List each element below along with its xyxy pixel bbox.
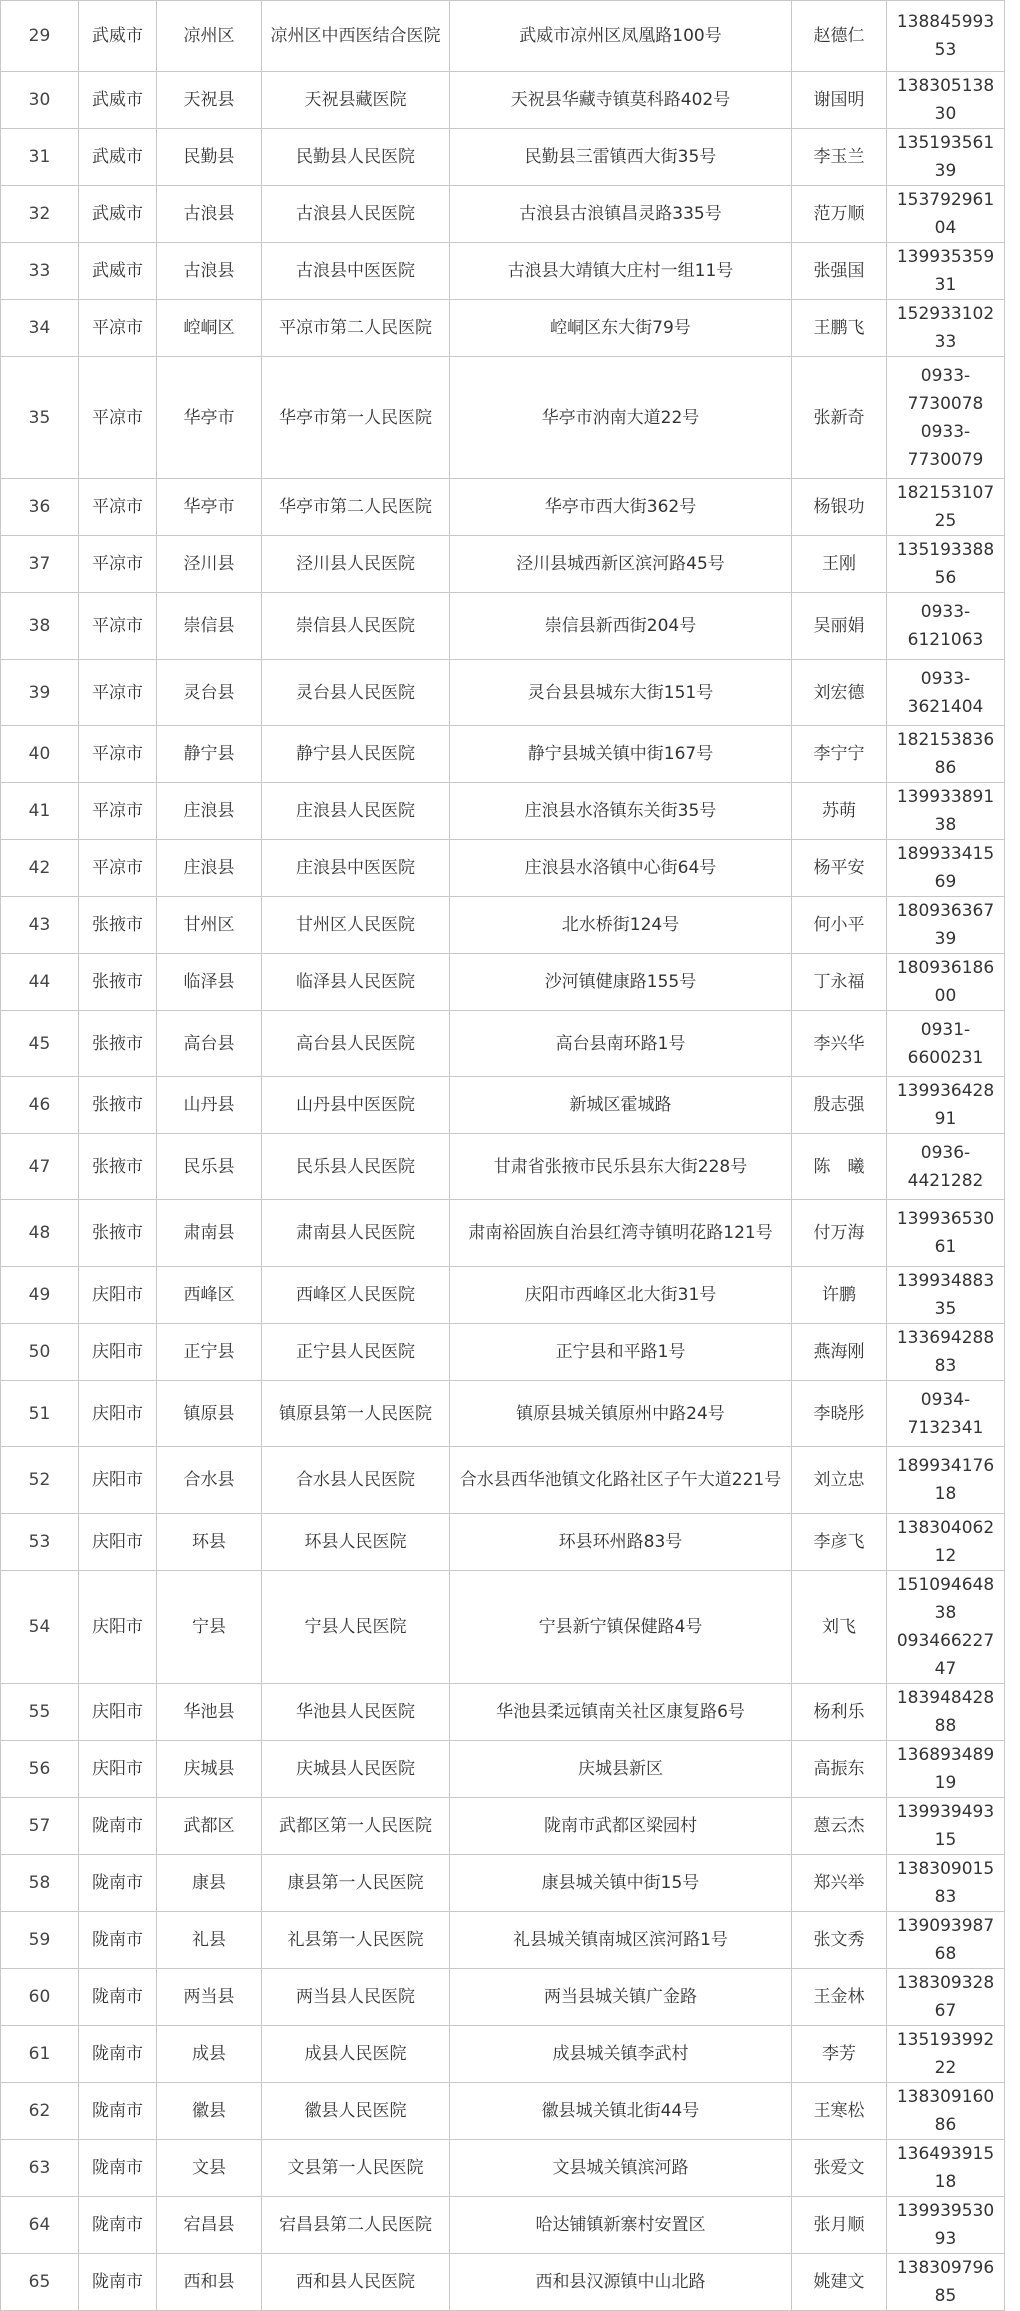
cell-hospital: 文县第一人民医院 bbox=[262, 2140, 450, 2197]
cell-contact: 何小平 bbox=[792, 897, 887, 954]
cell-contact: 张强国 bbox=[792, 243, 887, 300]
cell-no: 54 bbox=[1, 1571, 79, 1684]
table-row bbox=[1, 479, 1005, 536]
cell-city: 庆阳市 bbox=[79, 1267, 157, 1324]
table-row bbox=[1, 593, 1005, 660]
cell-county: 静宁县 bbox=[157, 726, 262, 783]
cell-phone: 0931- 6600231 bbox=[887, 1011, 1005, 1077]
cell-no: 44 bbox=[1, 954, 79, 1011]
cell-address: 陇南市武都区梁园村 bbox=[450, 1798, 792, 1855]
cell-city: 庆阳市 bbox=[79, 1571, 157, 1684]
cell-address: 泾川县城西新区滨河路45号 bbox=[450, 536, 792, 593]
cell-hospital: 凉州区中西医结合医院 bbox=[262, 1, 450, 72]
cell-address: 两当县城关镇广金路 bbox=[450, 1969, 792, 2026]
cell-no: 62 bbox=[1, 2083, 79, 2140]
cell-contact: 张爱文 bbox=[792, 2140, 887, 2197]
cell-city: 陇南市 bbox=[79, 1912, 157, 1969]
cell-no: 38 bbox=[1, 593, 79, 660]
cell-hospital: 临泽县人民医院 bbox=[262, 954, 450, 1011]
cell-county: 华池县 bbox=[157, 1684, 262, 1741]
cell-contact: 许鹏 bbox=[792, 1267, 887, 1324]
cell-no: 30 bbox=[1, 72, 79, 129]
cell-county: 环县 bbox=[157, 1514, 262, 1571]
cell-hospital: 华亭市第一人民医院 bbox=[262, 357, 450, 479]
cell-contact: 蒽云杰 bbox=[792, 1798, 887, 1855]
cell-address: 甘肃省张掖市民乐县东大街228号 bbox=[450, 1134, 792, 1200]
cell-contact: 张新奇 bbox=[792, 357, 887, 479]
cell-contact: 郑兴举 bbox=[792, 1855, 887, 1912]
cell-contact: 陈 曦 bbox=[792, 1134, 887, 1200]
table-row bbox=[1, 1011, 1005, 1077]
cell-hospital: 平凉市第二人民医院 bbox=[262, 300, 450, 357]
cell-no: 31 bbox=[1, 129, 79, 186]
cell-address: 哈达铺镇新寨村安置区 bbox=[450, 2197, 792, 2254]
cell-hospital: 民乐县人民医院 bbox=[262, 1134, 450, 1200]
cell-county: 凉州区 bbox=[157, 1, 262, 72]
cell-city: 武威市 bbox=[79, 243, 157, 300]
cell-county: 灵台县 bbox=[157, 660, 262, 726]
cell-hospital: 天祝县藏医院 bbox=[262, 72, 450, 129]
cell-city: 武威市 bbox=[79, 72, 157, 129]
cell-county: 徽县 bbox=[157, 2083, 262, 2140]
cell-address: 庆城县新区 bbox=[450, 1741, 792, 1798]
cell-address: 西和县汉源镇中山北路 bbox=[450, 2254, 792, 2311]
cell-county: 山丹县 bbox=[157, 1077, 262, 1134]
cell-county: 合水县 bbox=[157, 1447, 262, 1514]
table-row bbox=[1, 1134, 1005, 1200]
cell-city: 平凉市 bbox=[79, 726, 157, 783]
cell-phone: 0933- 7730078 0933- 7730079 bbox=[887, 357, 1005, 479]
cell-county: 古浪县 bbox=[157, 243, 262, 300]
cell-county: 正宁县 bbox=[157, 1324, 262, 1381]
cell-city: 庆阳市 bbox=[79, 1684, 157, 1741]
cell-contact: 付万海 bbox=[792, 1200, 887, 1267]
cell-no: 49 bbox=[1, 1267, 79, 1324]
cell-contact: 刘宏德 bbox=[792, 660, 887, 726]
cell-contact: 王鹏飞 bbox=[792, 300, 887, 357]
cell-address: 礼县城关镇南城区滨河路1号 bbox=[450, 1912, 792, 1969]
cell-contact: 刘立忠 bbox=[792, 1447, 887, 1514]
cell-phone: 13519356139 bbox=[887, 129, 1005, 186]
cell-address: 环县环州路83号 bbox=[450, 1514, 792, 1571]
cell-phone: 15379296104 bbox=[887, 186, 1005, 243]
cell-no: 29 bbox=[1, 1, 79, 72]
table-row bbox=[1, 1, 1005, 72]
cell-no: 35 bbox=[1, 357, 79, 479]
cell-no: 42 bbox=[1, 840, 79, 897]
cell-county: 庄浪县 bbox=[157, 783, 262, 840]
table-row bbox=[1, 897, 1005, 954]
table-row bbox=[1, 186, 1005, 243]
cell-hospital: 庄浪县人民医院 bbox=[262, 783, 450, 840]
cell-phone: 0936- 4421282 bbox=[887, 1134, 1005, 1200]
cell-hospital: 西峰区人民医院 bbox=[262, 1267, 450, 1324]
table-row bbox=[1, 2083, 1005, 2140]
table-row bbox=[1, 660, 1005, 726]
cell-phone: 13830406212 bbox=[887, 1514, 1005, 1571]
cell-address: 文县城关镇滨河路 bbox=[450, 2140, 792, 2197]
cell-no: 53 bbox=[1, 1514, 79, 1571]
cell-county: 古浪县 bbox=[157, 186, 262, 243]
cell-no: 40 bbox=[1, 726, 79, 783]
cell-address: 华亭市西大街362号 bbox=[450, 479, 792, 536]
table-row bbox=[1, 1381, 1005, 1447]
table-row bbox=[1, 243, 1005, 300]
cell-no: 47 bbox=[1, 1134, 79, 1200]
cell-phone: 18394842888 bbox=[887, 1684, 1005, 1741]
cell-no: 58 bbox=[1, 1855, 79, 1912]
cell-county: 西和县 bbox=[157, 2254, 262, 2311]
cell-county: 民乐县 bbox=[157, 1134, 262, 1200]
cell-no: 32 bbox=[1, 186, 79, 243]
cell-hospital: 合水县人民医院 bbox=[262, 1447, 450, 1514]
cell-no: 41 bbox=[1, 783, 79, 840]
cell-hospital: 民勤县人民医院 bbox=[262, 129, 450, 186]
cell-city: 庆阳市 bbox=[79, 1324, 157, 1381]
cell-address: 正宁县和平路1号 bbox=[450, 1324, 792, 1381]
cell-address: 古浪县古浪镇昌灵路335号 bbox=[450, 186, 792, 243]
cell-city: 陇南市 bbox=[79, 1798, 157, 1855]
cell-phone: 0933- 6121063 bbox=[887, 593, 1005, 660]
table-row bbox=[1, 2140, 1005, 2197]
table-row bbox=[1, 783, 1005, 840]
cell-hospital: 华亭市第二人民医院 bbox=[262, 479, 450, 536]
cell-no: 46 bbox=[1, 1077, 79, 1134]
cell-county: 两当县 bbox=[157, 1969, 262, 2026]
table-row bbox=[1, 1571, 1005, 1684]
cell-contact: 李晓彤 bbox=[792, 1381, 887, 1447]
cell-phone: 13993653061 bbox=[887, 1200, 1005, 1267]
cell-city: 平凉市 bbox=[79, 357, 157, 479]
table-row bbox=[1, 2197, 1005, 2254]
cell-address: 徽县城关镇北街44号 bbox=[450, 2083, 792, 2140]
cell-contact: 苏萌 bbox=[792, 783, 887, 840]
cell-no: 60 bbox=[1, 1969, 79, 2026]
cell-hospital: 环县人民医院 bbox=[262, 1514, 450, 1571]
cell-address: 灵台县县城东大街151号 bbox=[450, 660, 792, 726]
cell-city: 平凉市 bbox=[79, 536, 157, 593]
cell-phone: 18093636739 bbox=[887, 897, 1005, 954]
cell-hospital: 泾川县人民医院 bbox=[262, 536, 450, 593]
cell-contact: 谢国明 bbox=[792, 72, 887, 129]
cell-no: 50 bbox=[1, 1324, 79, 1381]
cell-address: 合水县西华池镇文化路社区子午大道221号 bbox=[450, 1447, 792, 1514]
table-row bbox=[1, 1077, 1005, 1134]
table-row bbox=[1, 2254, 1005, 2311]
cell-hospital: 正宁县人民医院 bbox=[262, 1324, 450, 1381]
cell-contact: 张月顺 bbox=[792, 2197, 887, 2254]
cell-no: 61 bbox=[1, 2026, 79, 2083]
cell-no: 36 bbox=[1, 479, 79, 536]
cell-no: 52 bbox=[1, 1447, 79, 1514]
cell-phone: 13830932867 bbox=[887, 1969, 1005, 2026]
cell-no: 43 bbox=[1, 897, 79, 954]
cell-city: 张掖市 bbox=[79, 1134, 157, 1200]
cell-hospital: 静宁县人民医院 bbox=[262, 726, 450, 783]
cell-city: 平凉市 bbox=[79, 660, 157, 726]
cell-city: 庆阳市 bbox=[79, 1447, 157, 1514]
table-row bbox=[1, 1741, 1005, 1798]
cell-county: 泾川县 bbox=[157, 536, 262, 593]
cell-contact: 张文秀 bbox=[792, 1912, 887, 1969]
cell-county: 天祝县 bbox=[157, 72, 262, 129]
cell-county: 临泽县 bbox=[157, 954, 262, 1011]
cell-city: 武威市 bbox=[79, 186, 157, 243]
table-row bbox=[1, 1514, 1005, 1571]
cell-address: 崆峒区东大街79号 bbox=[450, 300, 792, 357]
cell-no: 65 bbox=[1, 2254, 79, 2311]
cell-hospital: 徽县人民医院 bbox=[262, 2083, 450, 2140]
cell-address: 沙河镇健康路155号 bbox=[450, 954, 792, 1011]
cell-no: 59 bbox=[1, 1912, 79, 1969]
cell-city: 武威市 bbox=[79, 1, 157, 72]
cell-contact: 范万顺 bbox=[792, 186, 887, 243]
cell-county: 崆峒区 bbox=[157, 300, 262, 357]
cell-hospital: 礼县第一人民医院 bbox=[262, 1912, 450, 1969]
cell-address: 崇信县新西街204号 bbox=[450, 593, 792, 660]
table-row bbox=[1, 129, 1005, 186]
cell-hospital: 康县第一人民医院 bbox=[262, 1855, 450, 1912]
cell-county: 武都区 bbox=[157, 1798, 262, 1855]
cell-city: 平凉市 bbox=[79, 783, 157, 840]
cell-county: 礼县 bbox=[157, 1912, 262, 1969]
cell-county: 镇原县 bbox=[157, 1381, 262, 1447]
cell-address: 武威市凉州区凤凰路100号 bbox=[450, 1, 792, 72]
cell-phone: 18093618600 bbox=[887, 954, 1005, 1011]
cell-address: 民勤县三雷镇西大街35号 bbox=[450, 129, 792, 186]
table-row bbox=[1, 536, 1005, 593]
cell-phone: 13519338856 bbox=[887, 536, 1005, 593]
cell-city: 平凉市 bbox=[79, 593, 157, 660]
cell-county: 华亭市 bbox=[157, 479, 262, 536]
cell-county: 成县 bbox=[157, 2026, 262, 2083]
cell-address: 成县城关镇李武村 bbox=[450, 2026, 792, 2083]
cell-hospital: 山丹县中医医院 bbox=[262, 1077, 450, 1134]
cell-hospital: 宁县人民医院 bbox=[262, 1571, 450, 1684]
cell-city: 陇南市 bbox=[79, 2254, 157, 2311]
cell-address: 康县城关镇中街15号 bbox=[450, 1855, 792, 1912]
cell-contact: 丁永福 bbox=[792, 954, 887, 1011]
cell-contact: 李宁宁 bbox=[792, 726, 887, 783]
cell-no: 57 bbox=[1, 1798, 79, 1855]
cell-address: 华池县柔远镇南关社区康复路6号 bbox=[450, 1684, 792, 1741]
cell-phone: 13993642891 bbox=[887, 1077, 1005, 1134]
cell-contact: 李兴华 bbox=[792, 1011, 887, 1077]
cell-contact: 杨利乐 bbox=[792, 1684, 887, 1741]
cell-address: 庄浪县水洛镇东关街35号 bbox=[450, 783, 792, 840]
cell-county: 华亭市 bbox=[157, 357, 262, 479]
table-row bbox=[1, 726, 1005, 783]
cell-phone: 18993341569 bbox=[887, 840, 1005, 897]
cell-hospital: 灵台县人民医院 bbox=[262, 660, 450, 726]
cell-address: 古浪县大靖镇大庄村一组11号 bbox=[450, 243, 792, 300]
cell-phone: 13909398768 bbox=[887, 1912, 1005, 1969]
cell-hospital: 古浪县人民医院 bbox=[262, 186, 450, 243]
cell-phone: 13884599353 bbox=[887, 1, 1005, 72]
cell-hospital: 崇信县人民医院 bbox=[262, 593, 450, 660]
cell-city: 平凉市 bbox=[79, 300, 157, 357]
cell-county: 宕昌县 bbox=[157, 2197, 262, 2254]
table-body bbox=[1, 1, 1005, 2311]
cell-hospital: 成县人民医院 bbox=[262, 2026, 450, 2083]
cell-city: 张掖市 bbox=[79, 1011, 157, 1077]
cell-contact: 高振东 bbox=[792, 1741, 887, 1798]
cell-city: 陇南市 bbox=[79, 1855, 157, 1912]
table-row bbox=[1, 1324, 1005, 1381]
cell-county: 崇信县 bbox=[157, 593, 262, 660]
cell-city: 平凉市 bbox=[79, 479, 157, 536]
cell-no: 51 bbox=[1, 1381, 79, 1447]
cell-county: 宁县 bbox=[157, 1571, 262, 1684]
cell-county: 高台县 bbox=[157, 1011, 262, 1077]
cell-contact: 李玉兰 bbox=[792, 129, 887, 186]
cell-phone: 18215383686 bbox=[887, 726, 1005, 783]
cell-phone: 13649391518 bbox=[887, 2140, 1005, 2197]
cell-address: 北水桥街124号 bbox=[450, 897, 792, 954]
cell-contact: 王刚 bbox=[792, 536, 887, 593]
cell-city: 庆阳市 bbox=[79, 1741, 157, 1798]
table-row bbox=[1, 954, 1005, 1011]
cell-no: 34 bbox=[1, 300, 79, 357]
cell-phone: 13993488335 bbox=[887, 1267, 1005, 1324]
cell-address: 高台县南环路1号 bbox=[450, 1011, 792, 1077]
cell-county: 西峰区 bbox=[157, 1267, 262, 1324]
cell-hospital: 华池县人民医院 bbox=[262, 1684, 450, 1741]
cell-address: 镇原县城关镇原州中路24号 bbox=[450, 1381, 792, 1447]
cell-contact: 姚建文 bbox=[792, 2254, 887, 2311]
cell-city: 陇南市 bbox=[79, 2140, 157, 2197]
cell-hospital: 古浪县中医医院 bbox=[262, 243, 450, 300]
cell-city: 陇南市 bbox=[79, 2026, 157, 2083]
cell-phone: 13830901583 bbox=[887, 1855, 1005, 1912]
cell-hospital: 庄浪县中医医院 bbox=[262, 840, 450, 897]
cell-city: 张掖市 bbox=[79, 1077, 157, 1134]
table-row bbox=[1, 300, 1005, 357]
table-row bbox=[1, 1267, 1005, 1324]
cell-phone: 18215310725 bbox=[887, 479, 1005, 536]
cell-contact: 李彦飞 bbox=[792, 1514, 887, 1571]
cell-hospital: 西和县人民医院 bbox=[262, 2254, 450, 2311]
cell-hospital: 庆城县人民医院 bbox=[262, 1741, 450, 1798]
cell-city: 庆阳市 bbox=[79, 1381, 157, 1447]
cell-contact: 杨银功 bbox=[792, 479, 887, 536]
cell-phone: 15293310233 bbox=[887, 300, 1005, 357]
cell-city: 张掖市 bbox=[79, 1200, 157, 1267]
cell-phone: 13830916086 bbox=[887, 2083, 1005, 2140]
cell-city: 庆阳市 bbox=[79, 1514, 157, 1571]
cell-contact: 赵德仁 bbox=[792, 1, 887, 72]
cell-phone: 15109464838 09346622747 bbox=[887, 1571, 1005, 1684]
cell-hospital: 高台县人民医院 bbox=[262, 1011, 450, 1077]
cell-phone: 0933- 3621404 bbox=[887, 660, 1005, 726]
table-row bbox=[1, 1684, 1005, 1741]
cell-contact: 刘飞 bbox=[792, 1571, 887, 1684]
cell-no: 63 bbox=[1, 2140, 79, 2197]
cell-hospital: 宕昌县第二人民医院 bbox=[262, 2197, 450, 2254]
cell-no: 55 bbox=[1, 1684, 79, 1741]
cell-hospital: 两当县人民医院 bbox=[262, 1969, 450, 2026]
cell-city: 武威市 bbox=[79, 129, 157, 186]
cell-phone: 13369428883 bbox=[887, 1324, 1005, 1381]
cell-no: 64 bbox=[1, 2197, 79, 2254]
cell-city: 陇南市 bbox=[79, 1969, 157, 2026]
cell-address: 静宁县城关镇中街167号 bbox=[450, 726, 792, 783]
cell-county: 民勤县 bbox=[157, 129, 262, 186]
cell-county: 文县 bbox=[157, 2140, 262, 2197]
cell-phone: 13993389138 bbox=[887, 783, 1005, 840]
cell-city: 陇南市 bbox=[79, 2197, 157, 2254]
cell-contact: 王寒松 bbox=[792, 2083, 887, 2140]
table-row bbox=[1, 1447, 1005, 1514]
cell-contact: 殷志强 bbox=[792, 1077, 887, 1134]
cell-phone: 13519399222 bbox=[887, 2026, 1005, 2083]
cell-city: 张掖市 bbox=[79, 897, 157, 954]
table-row bbox=[1, 1912, 1005, 1969]
cell-hospital: 武都区第一人民医院 bbox=[262, 1798, 450, 1855]
cell-contact: 杨平安 bbox=[792, 840, 887, 897]
cell-city: 平凉市 bbox=[79, 840, 157, 897]
cell-no: 56 bbox=[1, 1741, 79, 1798]
cell-address: 肃南裕固族自治县红湾寺镇明花路121号 bbox=[450, 1200, 792, 1267]
table-row bbox=[1, 1200, 1005, 1267]
cell-phone: 13993953093 bbox=[887, 2197, 1005, 2254]
cell-phone: 13689348919 bbox=[887, 1741, 1005, 1798]
cell-hospital: 肃南县人民医院 bbox=[262, 1200, 450, 1267]
cell-contact: 王金林 bbox=[792, 1969, 887, 2026]
cell-address: 庄浪县水洛镇中心街64号 bbox=[450, 840, 792, 897]
cell-phone: 13993535931 bbox=[887, 243, 1005, 300]
table-row bbox=[1, 72, 1005, 129]
cell-address: 新城区霍城路 bbox=[450, 1077, 792, 1134]
cell-contact: 吴丽娟 bbox=[792, 593, 887, 660]
cell-county: 甘州区 bbox=[157, 897, 262, 954]
cell-address: 庆阳市西峰区北大街31号 bbox=[450, 1267, 792, 1324]
cell-no: 39 bbox=[1, 660, 79, 726]
table-row bbox=[1, 2026, 1005, 2083]
cell-phone: 13830979685 bbox=[887, 2254, 1005, 2311]
table-row bbox=[1, 1969, 1005, 2026]
cell-address: 华亭市汭南大道22号 bbox=[450, 357, 792, 479]
cell-phone: 13830513830 bbox=[887, 72, 1005, 129]
table-row bbox=[1, 357, 1005, 479]
cell-phone: 13993949315 bbox=[887, 1798, 1005, 1855]
cell-county: 肃南县 bbox=[157, 1200, 262, 1267]
table-row bbox=[1, 1855, 1005, 1912]
cell-county: 康县 bbox=[157, 1855, 262, 1912]
cell-no: 37 bbox=[1, 536, 79, 593]
cell-address: 宁县新宁镇保健路4号 bbox=[450, 1571, 792, 1684]
cell-address: 天祝县华藏寺镇莫科路402号 bbox=[450, 72, 792, 129]
cell-no: 48 bbox=[1, 1200, 79, 1267]
cell-county: 庆城县 bbox=[157, 1741, 262, 1798]
cell-no: 45 bbox=[1, 1011, 79, 1077]
cell-hospital: 甘州区人民医院 bbox=[262, 897, 450, 954]
table-row bbox=[1, 840, 1005, 897]
cell-contact: 燕海刚 bbox=[792, 1324, 887, 1381]
cell-hospital: 镇原县第一人民医院 bbox=[262, 1381, 450, 1447]
cell-contact: 李芳 bbox=[792, 2026, 887, 2083]
cell-phone: 18993417618 bbox=[887, 1447, 1005, 1514]
cell-city: 陇南市 bbox=[79, 2083, 157, 2140]
cell-no: 33 bbox=[1, 243, 79, 300]
cell-city: 张掖市 bbox=[79, 954, 157, 1011]
table-row bbox=[1, 1798, 1005, 1855]
cell-county: 庄浪县 bbox=[157, 840, 262, 897]
cell-phone: 0934- 7132341 bbox=[887, 1381, 1005, 1447]
